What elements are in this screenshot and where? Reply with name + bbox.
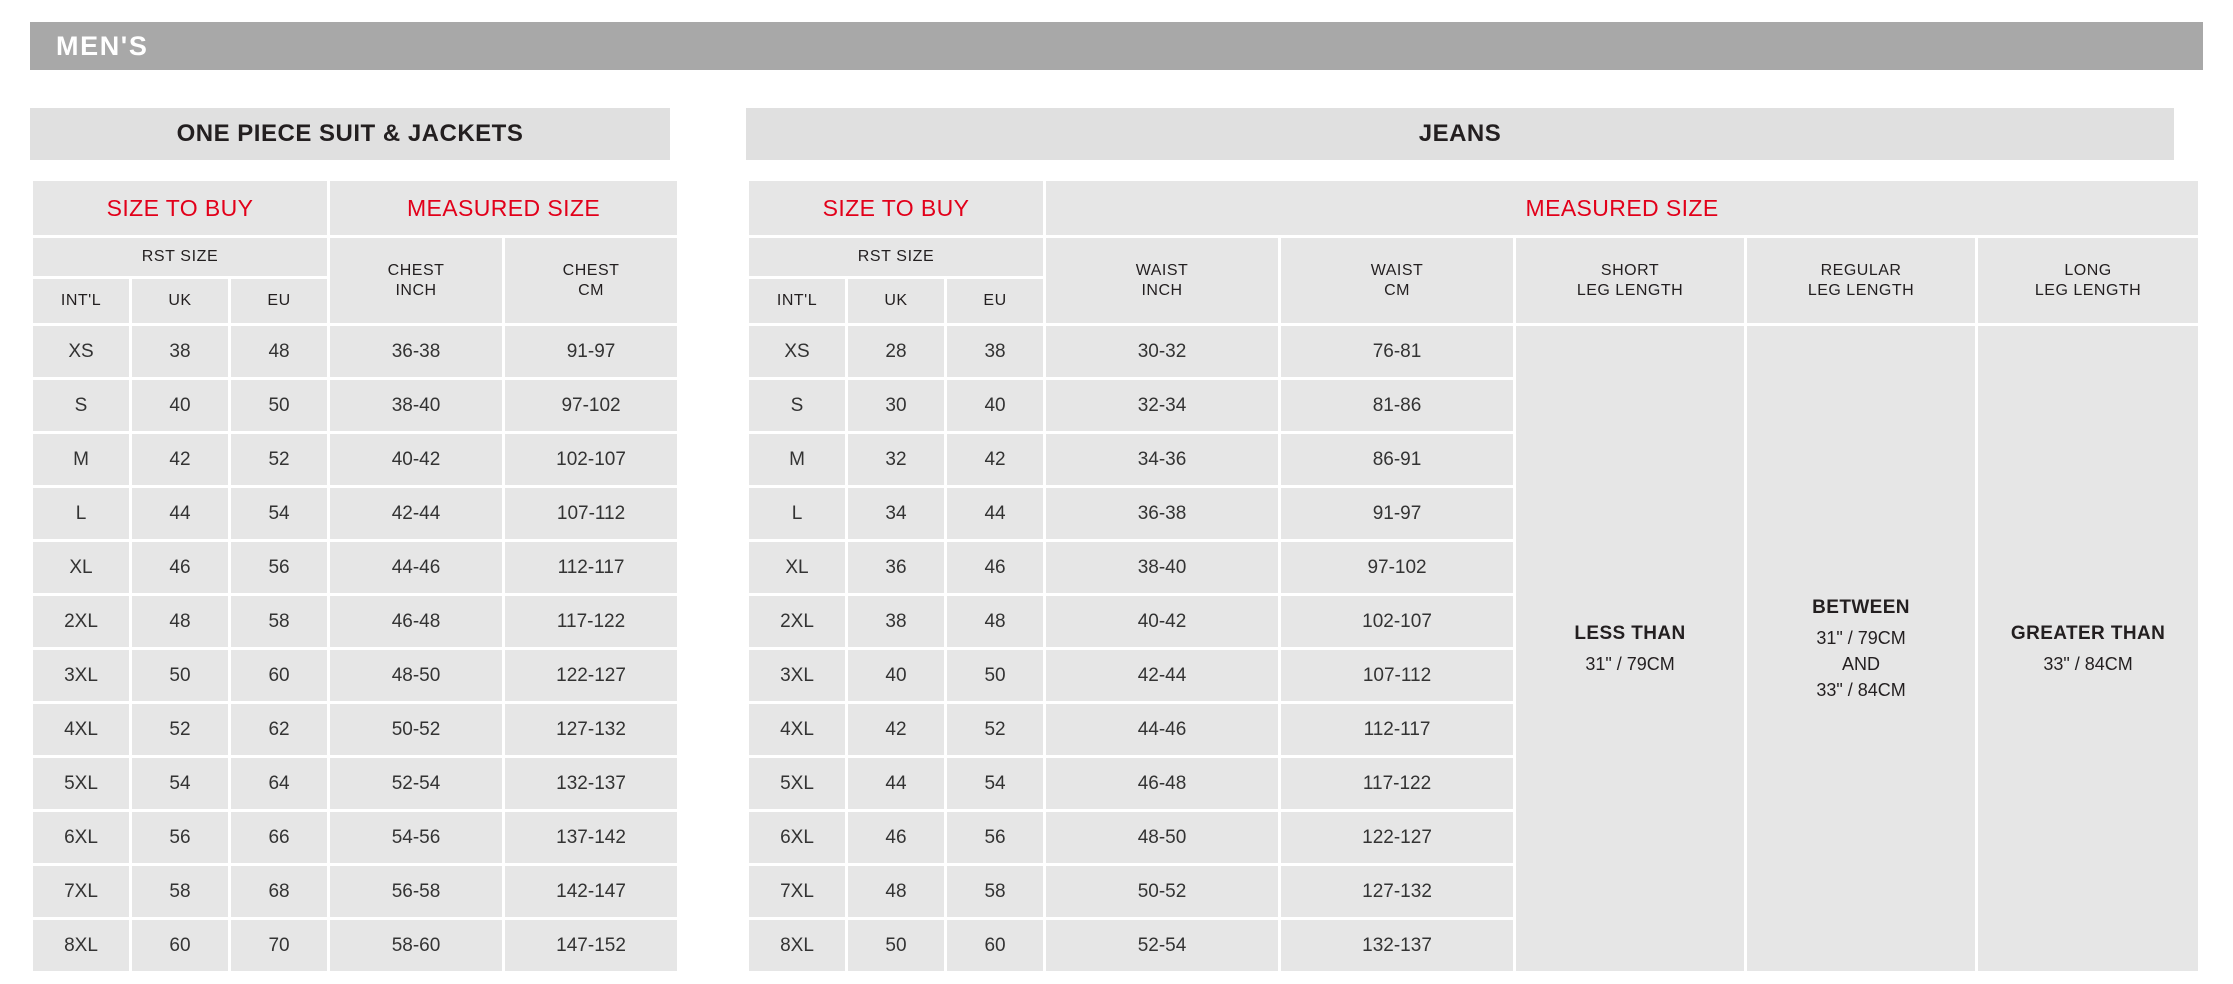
cell-waist-inch: 30-32 <box>1046 326 1278 377</box>
table-row <box>33 326 677 377</box>
jeans-waist-cm-header <box>1281 238 1513 323</box>
cell-eu: 56 <box>947 812 1043 863</box>
cell-chest-cm: 137-142 <box>505 812 677 863</box>
cell-intl: 6XL <box>749 812 845 863</box>
jeans-regular-leg-header <box>1747 238 1975 323</box>
cell-eu: 52 <box>231 434 327 485</box>
cell-waist-inch: 40-42 <box>1046 596 1278 647</box>
cell-intl: L <box>749 488 845 539</box>
cell-waist-cm: 127-132 <box>1281 866 1513 917</box>
cell-intl: 5XL <box>33 758 129 809</box>
cell-waist-cm: 86-91 <box>1281 434 1513 485</box>
jackets-section-header <box>30 108 670 160</box>
cell-uk: 52 <box>132 704 228 755</box>
cell-chest-inch: 44-46 <box>330 542 502 593</box>
cell-uk: 42 <box>132 434 228 485</box>
jeans-waist-inch-header-line2: INCH <box>1141 281 1183 299</box>
cell-uk: 50 <box>848 920 944 971</box>
regular-leg-detail-line3: 33" / 84CM <box>1816 679 1906 700</box>
long-leg-title: GREATER THAN <box>2010 623 2166 645</box>
cell-intl: XL <box>749 542 845 593</box>
jeans-measured-size-header: MEASURED SIZE <box>1046 181 2198 235</box>
cell-chest-cm: 102-107 <box>505 434 677 485</box>
jackets-col-uk: UK <box>132 279 228 323</box>
jeans-short-leg-header-line1: SHORT <box>1600 261 1660 279</box>
cell-chest-inch: 36-38 <box>330 326 502 377</box>
jeans-size-to-buy-header: SIZE TO BUY <box>749 181 1043 235</box>
jeans-regular-leg-header-line1: REGULAR <box>1820 261 1902 279</box>
cell-waist-cm: 97-102 <box>1281 542 1513 593</box>
short-leg-title: LESS THAN <box>1574 623 1686 645</box>
cell-waist-inch: 36-38 <box>1046 488 1278 539</box>
cell-chest-inch: 52-54 <box>330 758 502 809</box>
cell-chest-cm: 97-102 <box>505 380 677 431</box>
jackets-chest-cm-header-line2: CM <box>578 281 604 299</box>
jackets-section-title: ONE PIECE SUIT & JACKETS <box>176 120 524 147</box>
cell-intl: M <box>749 434 845 485</box>
cell-uk: 44 <box>848 758 944 809</box>
cell-chest-cm: 117-122 <box>505 596 677 647</box>
cell-uk: 38 <box>848 596 944 647</box>
cell-eu: 44 <box>947 488 1043 539</box>
cell-intl: 7XL <box>33 866 129 917</box>
jackets-chart <box>30 108 670 974</box>
jackets-chest-cm-header <box>505 238 677 323</box>
cell-waist-inch: 48-50 <box>1046 812 1278 863</box>
cell-intl: 5XL <box>749 758 845 809</box>
jeans-rst-size-header: RST SIZE <box>749 238 1043 276</box>
cell-uk: 42 <box>848 704 944 755</box>
cell-intl: 7XL <box>749 866 845 917</box>
cell-eu: 60 <box>231 650 327 701</box>
long-leg-detail: 33" / 84CM <box>2043 653 2133 674</box>
cell-intl: 8XL <box>33 920 129 971</box>
cell-waist-cm: 107-112 <box>1281 650 1513 701</box>
cell-eu: 64 <box>231 758 327 809</box>
jeans-long-leg-header <box>1978 238 2198 323</box>
cell-intl: 6XL <box>33 812 129 863</box>
jeans-col-uk: UK <box>848 279 944 323</box>
cell-waist-cm: 112-117 <box>1281 704 1513 755</box>
regular-leg-title: BETWEEN <box>1812 597 1910 619</box>
cell-uk: 46 <box>848 812 944 863</box>
cell-waist-cm: 122-127 <box>1281 812 1513 863</box>
table-row <box>33 866 677 917</box>
jeans-col-eu: EU <box>947 279 1043 323</box>
cell-waist-cm: 117-122 <box>1281 758 1513 809</box>
cell-uk: 30 <box>848 380 944 431</box>
table-row <box>33 542 677 593</box>
cell-uk: 32 <box>848 434 944 485</box>
cell-chest-inch: 58-60 <box>330 920 502 971</box>
cell-eu: 62 <box>231 704 327 755</box>
jackets-chest-inch-header <box>330 238 502 323</box>
cell-chest-cm: 122-127 <box>505 650 677 701</box>
table-header-row-groups <box>33 181 677 235</box>
cell-uk: 40 <box>132 380 228 431</box>
jeans-section-header <box>746 108 2174 160</box>
cell-waist-inch: 34-36 <box>1046 434 1278 485</box>
jackets-chest-cm-header-line1: CHEST <box>562 261 620 279</box>
cell-uk: 36 <box>848 542 944 593</box>
regular-leg-detail-line1: 31" / 79CM <box>1816 627 1906 648</box>
cell-intl: 2XL <box>33 596 129 647</box>
cell-waist-cm: 102-107 <box>1281 596 1513 647</box>
cell-chest-cm: 132-137 <box>505 758 677 809</box>
table-header-row-rst <box>749 238 2198 276</box>
cell-chest-cm: 91-97 <box>505 326 677 377</box>
jeans-waist-cm-header-line2: CM <box>1384 281 1410 299</box>
cell-eu: 48 <box>231 326 327 377</box>
cell-uk: 58 <box>132 866 228 917</box>
table-row <box>33 704 677 755</box>
cell-eu: 40 <box>947 380 1043 431</box>
cell-waist-inch: 38-40 <box>1046 542 1278 593</box>
cell-eu: 42 <box>947 434 1043 485</box>
cell-intl: S <box>749 380 845 431</box>
table-row <box>749 326 2198 377</box>
cell-intl: 4XL <box>749 704 845 755</box>
charts-container <box>30 108 2203 974</box>
cell-eu: 52 <box>947 704 1043 755</box>
jackets-chest-inch-header-line1: CHEST <box>387 261 445 279</box>
jackets-size-to-buy-header: SIZE TO BUY <box>33 181 327 235</box>
cell-eu: 58 <box>947 866 1043 917</box>
cell-uk: 38 <box>132 326 228 377</box>
jeans-waist-inch-header-line1: WAIST <box>1135 261 1189 279</box>
jeans-waist-inch-header <box>1046 238 1278 323</box>
cell-waist-cm: 132-137 <box>1281 920 1513 971</box>
cell-chest-cm: 112-117 <box>505 542 677 593</box>
table-row <box>33 650 677 701</box>
cell-eu: 38 <box>947 326 1043 377</box>
cell-intl: XL <box>33 542 129 593</box>
cell-chest-cm: 107-112 <box>505 488 677 539</box>
cell-eu: 50 <box>947 650 1043 701</box>
jeans-regular-leg-header-line2: LEG LENGTH <box>1807 281 1915 299</box>
cell-long-leg-length <box>1978 326 2198 971</box>
jeans-short-leg-header <box>1516 238 1744 323</box>
cell-intl: 8XL <box>749 920 845 971</box>
cell-uk: 50 <box>132 650 228 701</box>
cell-uk: 28 <box>848 326 944 377</box>
cell-chest-inch: 46-48 <box>330 596 502 647</box>
cell-eu: 58 <box>231 596 327 647</box>
cell-uk: 44 <box>132 488 228 539</box>
short-leg-detail: 31" / 79CM <box>1585 653 1675 674</box>
jeans-table <box>746 178 2201 974</box>
cell-regular-leg-length <box>1747 326 1975 971</box>
cell-waist-cm: 91-97 <box>1281 488 1513 539</box>
cell-chest-inch: 50-52 <box>330 704 502 755</box>
cell-waist-inch: 52-54 <box>1046 920 1278 971</box>
cell-eu: 46 <box>947 542 1043 593</box>
cell-chest-inch: 42-44 <box>330 488 502 539</box>
cell-uk: 54 <box>132 758 228 809</box>
jackets-chest-inch-header-line2: INCH <box>395 281 437 299</box>
table-row <box>33 812 677 863</box>
cell-uk: 48 <box>132 596 228 647</box>
cell-chest-cm: 142-147 <box>505 866 677 917</box>
table-row <box>33 758 677 809</box>
table-row <box>33 596 677 647</box>
jackets-col-eu: EU <box>231 279 327 323</box>
cell-waist-inch: 46-48 <box>1046 758 1278 809</box>
cell-chest-inch: 56-58 <box>330 866 502 917</box>
cell-eu: 54 <box>947 758 1043 809</box>
cell-eu: 60 <box>947 920 1043 971</box>
jeans-chart <box>746 108 2174 974</box>
cell-eu: 50 <box>231 380 327 431</box>
jackets-table <box>30 178 680 974</box>
jeans-long-leg-header-line2: LEG LENGTH <box>2034 281 2142 299</box>
cell-intl: 3XL <box>33 650 129 701</box>
jackets-measured-size-header: MEASURED SIZE <box>330 181 677 235</box>
regular-leg-detail-line2: AND <box>1842 653 1881 674</box>
table-header-row-rst <box>33 238 677 276</box>
jeans-waist-cm-header-line1: WAIST <box>1370 261 1424 279</box>
cell-uk: 48 <box>848 866 944 917</box>
cell-waist-cm: 81-86 <box>1281 380 1513 431</box>
banner-title: MEN'S <box>56 30 149 61</box>
cell-eu: 56 <box>231 542 327 593</box>
cell-chest-cm: 127-132 <box>505 704 677 755</box>
cell-uk: 40 <box>848 650 944 701</box>
jackets-col-intl: INT'L <box>33 279 129 323</box>
cell-intl: M <box>33 434 129 485</box>
table-row <box>33 488 677 539</box>
cell-chest-inch: 54-56 <box>330 812 502 863</box>
cell-chest-inch: 38-40 <box>330 380 502 431</box>
cell-intl: 2XL <box>749 596 845 647</box>
cell-waist-cm: 76-81 <box>1281 326 1513 377</box>
cell-eu: 54 <box>231 488 327 539</box>
jeans-long-leg-header-line1: LONG <box>2064 261 2112 279</box>
cell-uk: 46 <box>132 542 228 593</box>
cell-uk: 34 <box>848 488 944 539</box>
cell-chest-inch: 48-50 <box>330 650 502 701</box>
cell-eu: 70 <box>231 920 327 971</box>
cell-waist-inch: 44-46 <box>1046 704 1278 755</box>
cell-eu: 66 <box>231 812 327 863</box>
cell-intl: 3XL <box>749 650 845 701</box>
cell-intl: 4XL <box>33 704 129 755</box>
table-row <box>33 434 677 485</box>
mens-banner <box>30 22 2203 70</box>
cell-intl: L <box>33 488 129 539</box>
cell-uk: 60 <box>132 920 228 971</box>
cell-intl: XS <box>749 326 845 377</box>
jeans-section-title: JEANS <box>1418 120 1502 147</box>
cell-waist-inch: 50-52 <box>1046 866 1278 917</box>
table-header-row-groups <box>749 181 2198 235</box>
jeans-col-intl: INT'L <box>749 279 845 323</box>
cell-waist-inch: 42-44 <box>1046 650 1278 701</box>
cell-waist-inch: 32-34 <box>1046 380 1278 431</box>
cell-eu: 68 <box>231 866 327 917</box>
cell-chest-inch: 40-42 <box>330 434 502 485</box>
cell-intl: S <box>33 380 129 431</box>
table-row <box>33 920 677 971</box>
cell-intl: XS <box>33 326 129 377</box>
table-row <box>33 380 677 431</box>
cell-short-leg-length <box>1516 326 1744 971</box>
jackets-rst-size-header: RST SIZE <box>33 238 327 276</box>
jeans-short-leg-header-line2: LEG LENGTH <box>1576 281 1684 299</box>
cell-uk: 56 <box>132 812 228 863</box>
cell-chest-cm: 147-152 <box>505 920 677 971</box>
cell-eu: 48 <box>947 596 1043 647</box>
